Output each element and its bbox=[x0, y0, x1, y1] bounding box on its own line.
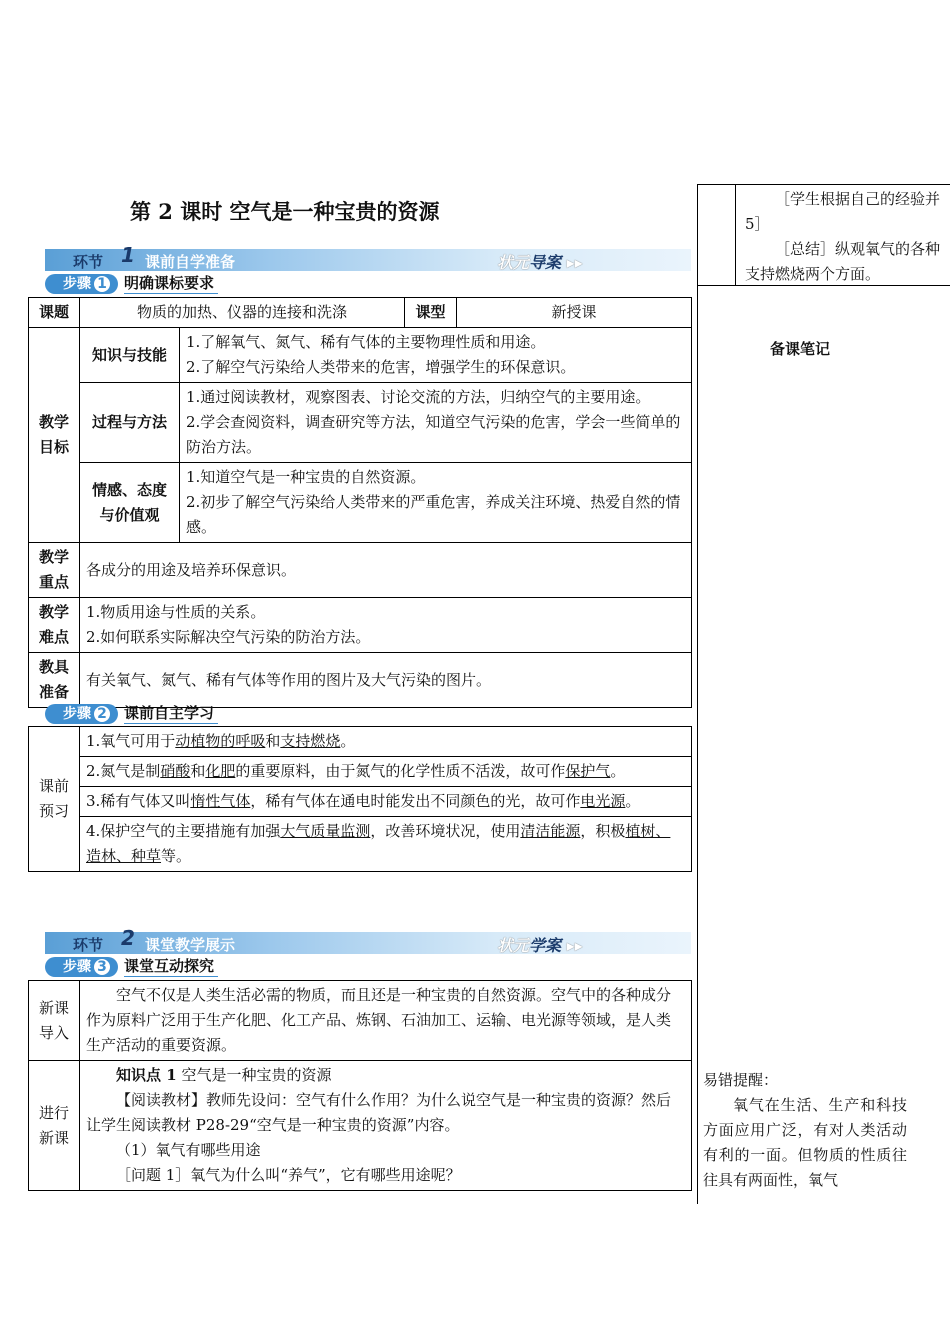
notes-heading: 备课笔记 bbox=[770, 340, 831, 358]
guocheng-header: 过程与方法 bbox=[80, 383, 180, 463]
side-text-2: ［总结］纵观氧气的各种 bbox=[775, 240, 941, 258]
qinggan-content: 1.知道空气是一种宝贵的自然资源。 2.初步了解空气污染给人类带来的严重危害，养成关注环境、热爱自然的情感。 bbox=[180, 463, 692, 543]
keti-value: 物质的加热、仪器的连接和洗涤 bbox=[80, 298, 405, 328]
preview-item-1: 1.氧气可用于动植物的呼吸和支持燃烧。 bbox=[80, 727, 692, 757]
jiaoju-content: 有关氧气、氮气、稀有气体等作用的图片及大气污染的图片。 bbox=[80, 653, 692, 708]
step-2-header: 步骤 2 课前自主学习 bbox=[45, 702, 218, 722]
step-3-header: 步骤 3 课堂互动探究 bbox=[45, 955, 218, 975]
side-text-1: ［学生根据自己的经验并 bbox=[775, 190, 941, 208]
zhongdian-content: 各成分的用途及培养环保意识。 bbox=[80, 543, 692, 598]
banner-brand: 状元学案 ▸▸ bbox=[497, 936, 583, 955]
newlesson-header: 进行新课 bbox=[29, 1061, 80, 1191]
course-target-table bbox=[28, 297, 692, 708]
guocheng-content: 1.通过阅读教材，观察图表、讨论交流的方法，归纳空气的主要用途。 2.学会查阅资料，调查研究等方法，知道空气污染的危害，学会一些简单的防治方法。 bbox=[180, 383, 692, 463]
nandian-content: 1.物质用途与性质的关系。 2.如何联系实际解决空气污染的防治方法。 bbox=[80, 598, 692, 653]
jiaoju-header: 教具准备 bbox=[29, 653, 80, 708]
intro-header: 新课导入 bbox=[29, 981, 80, 1061]
banner-huanjie: 环节 bbox=[73, 936, 104, 954]
step-1-header: 步骤 1 明确课标要求 bbox=[45, 272, 218, 292]
qinggan-header: 情感、态度与价值观 bbox=[80, 463, 180, 543]
mubiao-header: 教学目标 bbox=[29, 328, 80, 543]
keti-header: 课题 bbox=[29, 298, 80, 328]
side-divider bbox=[697, 284, 698, 1204]
banner-number: 2 bbox=[121, 926, 135, 950]
side-continuation-box bbox=[697, 184, 950, 286]
intro-content: 空气不仅是人类生活必需的物质，而且还是一种宝贵的自然资源。空气中的各种成分作为原料广泛用于生产化肥、化工产品、炼钢、石油加工、运输、电光源等领域，是人类生产活动的重要资源。 bbox=[80, 981, 692, 1061]
kexing-value: 新授课 bbox=[457, 298, 692, 328]
zhishi-content: 1.了解氧气、氮气、稀有气体的主要物理性质和用途。 2.了解空气污染给人类带来的危害，增强学生的环保意识。 bbox=[180, 328, 692, 383]
classroom-table bbox=[28, 980, 692, 1191]
page-title: 第 2 课时 空气是一种宝贵的资源 bbox=[130, 199, 440, 224]
zhishi-header: 知识与技能 bbox=[80, 328, 180, 383]
zhongdian-header: 教学重点 bbox=[29, 543, 80, 598]
tip-heading: 易错提醒： bbox=[703, 1071, 779, 1089]
nandian-header: 教学难点 bbox=[29, 598, 80, 653]
error-tip bbox=[703, 1068, 907, 1193]
banner-label: 课堂教学展示 bbox=[145, 936, 236, 954]
preview-table bbox=[28, 726, 692, 872]
preview-header: 课前预习 bbox=[29, 727, 80, 872]
banner-huanjie: 环节 bbox=[73, 253, 104, 271]
section-banner-1 bbox=[45, 243, 691, 272]
preview-item-4: 4.保护空气的主要措施有加强大气质量监测，改善环境状况，使用清洁能源，积极植树、造林、种草等。 bbox=[80, 817, 692, 872]
side-text-2b: 支持燃烧两个方面。 bbox=[745, 265, 881, 283]
banner-label: 课前自学准备 bbox=[145, 253, 236, 271]
banner-brand: 状元导案 ▸▸ bbox=[497, 253, 583, 272]
banner-number: 1 bbox=[121, 243, 135, 267]
section-banner-2 bbox=[45, 926, 691, 955]
kexing-header: 课型 bbox=[405, 298, 457, 328]
tip-text: 氧气在生活、生产和科技方面应用广泛，有对人类活动有利的一面。但物质的性质往往具有两面性，氧气 bbox=[703, 1096, 907, 1189]
side-text-1b: 5］ bbox=[745, 215, 770, 233]
preview-item-2: 2.氮气是制硝酸和化肥的重要原料，由于氮气的化学性质不活泼，故可作保护气。 bbox=[80, 757, 692, 787]
preview-item-3: 3.稀有气体又叫惰性气体，稀有气体在通电时能发出不同颜色的光，故可作电光源。 bbox=[80, 787, 692, 817]
newlesson-content: 知识点 1 空气是一种宝贵的资源 【阅读教材】教师先设问：空气有什么作用？为什么说空气是一种宝贵的资源？然后让学生阅读教材 P28-29“空气是一种宝贵的资源”内容。 （1）氧气有哪些用途 ［问题 1］氧气为什么叫“养气”，它有哪些用途呢？ bbox=[80, 1061, 692, 1191]
